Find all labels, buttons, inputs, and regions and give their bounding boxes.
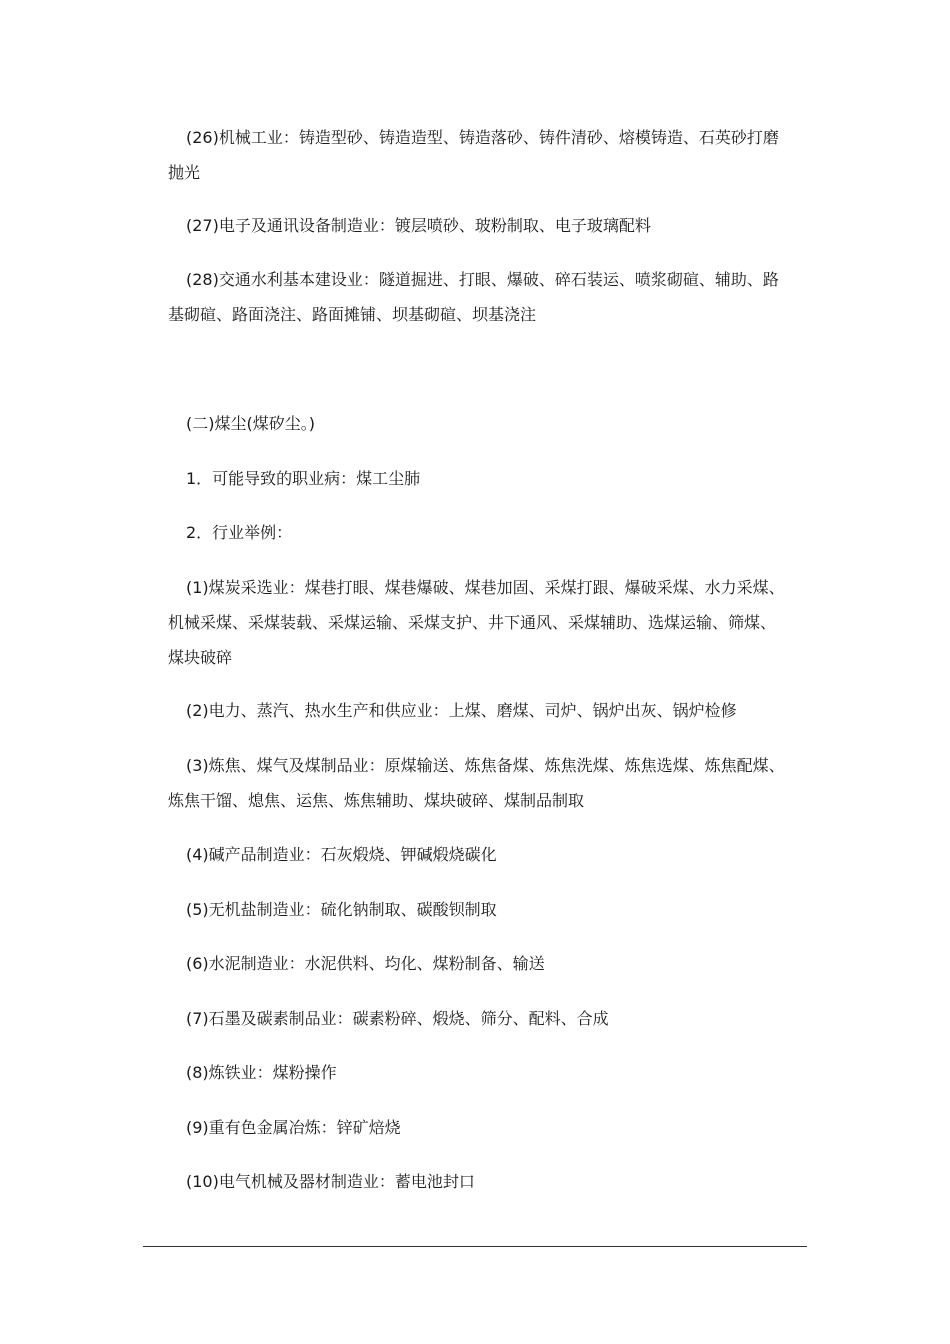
- section-heading-coal-dust: (二)煤尘(煤矽尘。): [186, 414, 315, 433]
- footer-divider: [143, 1246, 807, 1247]
- paragraph-26-machinery: (26)机械工业：铸造型砂、铸造造型、铸造落砂、铸件清砂、熔模铸造、石英砂打磨抛光: [168, 128, 779, 182]
- paragraph-27-electronics: (27)电子及通讯设备制造业：镀层喷砂、玻粉制取、电子玻璃配料: [186, 216, 651, 235]
- paragraph-2-power-steam: (2)电力、蒸汽、热水生产和供应业：上煤、磨煤、司炉、锅炉出灰、锅炉检修: [186, 701, 737, 720]
- occupational-disease-item: 1．可能导致的职业病：煤工尘肺: [186, 469, 421, 488]
- paragraph-1-coal-mining: (1)煤炭采选业：煤巷打眼、煤巷爆破、煤巷加固、采煤打跟、爆破采煤、水力采煤、机械采煤、采煤装载、采煤运输、采煤支护、井下通风、采煤辅助、选煤运输、筛煤、煤块破碎: [168, 578, 785, 667]
- paragraph-5-inorganic-salt: (5)无机盐制造业：硫化钠制取、碳酸钡制取: [186, 900, 497, 919]
- paragraph-10-electrical-machinery: (10)电气机械及器材制造业：蓄电池封口: [186, 1172, 475, 1191]
- paragraph-4-alkali: (4)碱产品制造业：石灰煅烧、钾碱煅烧碳化: [186, 845, 497, 864]
- paragraph-8-ironmaking: (8)炼铁业：煤粉操作: [186, 1063, 337, 1082]
- paragraph-9-heavy-nonferrous: (9)重有色金属冶炼：锌矿焙烧: [186, 1118, 401, 1137]
- paragraph-7-graphite-carbon: (7)石墨及碳素制品业：碳素粉碎、煅烧、筛分、配料、合成: [186, 1009, 609, 1028]
- paragraph-6-cement: (6)水泥制造业：水泥供料、均化、煤粉制备、输送: [186, 954, 545, 973]
- paragraph-28-transport-water: (28)交通水利基本建设业：隧道掘进、打眼、爆破、碎石装运、喷浆砌碹、辅助、路基砌碹、路面浇注、路面摊铺、坝基砌碹、坝基浇注: [168, 270, 779, 324]
- industry-examples-heading: 2．行业举例：: [186, 523, 293, 542]
- paragraph-3-coking-gas: (3)炼焦、煤气及煤制品业：原煤输送、炼焦备煤、炼焦洗煤、炼焦选煤、炼焦配煤、炼焦干馏、熄焦、运焦、炼焦辅助、煤块破碎、煤制品制取: [168, 756, 785, 810]
